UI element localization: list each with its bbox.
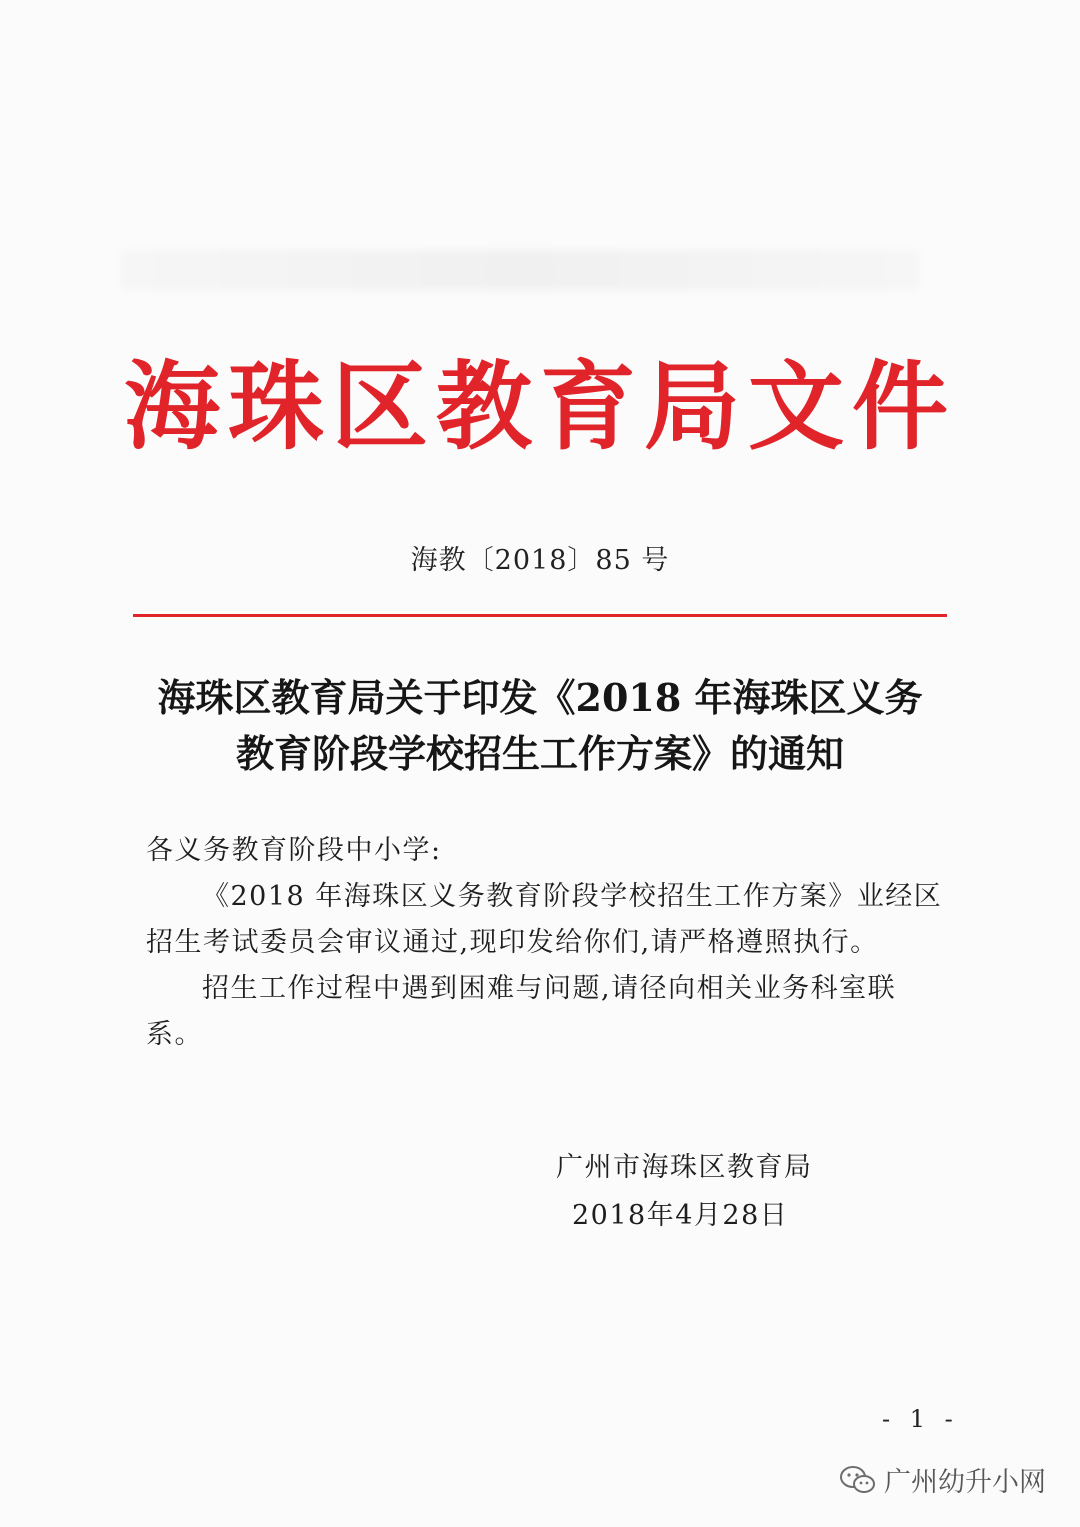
signing-date: 2018年4月28日 (572, 1200, 789, 1231)
show-through-bleed (120, 250, 920, 290)
page-number: - 1 - (882, 1405, 959, 1433)
document-number: 海教〔2018〕85 号 (410, 545, 670, 576)
signing-organization: 广州市海珠区教育局 (556, 1152, 813, 1183)
issuer-header: 海珠区教育局文件 (124, 351, 956, 463)
notice-title-line-1: 海珠区教育局关于印发《2018 年海珠区义务 (157, 675, 923, 720)
salutation: 各义务教育阶段中小学: (146, 835, 442, 866)
notice-body (146, 828, 946, 1058)
wechat-icon (838, 1464, 878, 1496)
watermark (838, 1460, 1046, 1499)
red-divider-rule (133, 614, 947, 617)
body-paragraph-2: 招生工作过程中遇到困难与问题,请径向相关业务科室联系。 (146, 973, 897, 1050)
notice-title (140, 670, 940, 782)
body-paragraph-1: 《2018 年海珠区义务教育阶段学校招生工作方案》业经区招生考试委员会审议通过,现印发给你们,请严格遵照执行。 (146, 881, 943, 958)
signature-block (556, 1144, 813, 1240)
notice-title-line-2: 教育阶段学校招生工作方案》的通知 (235, 731, 844, 776)
watermark-text: 广州幼升小网 (884, 1467, 1046, 1498)
